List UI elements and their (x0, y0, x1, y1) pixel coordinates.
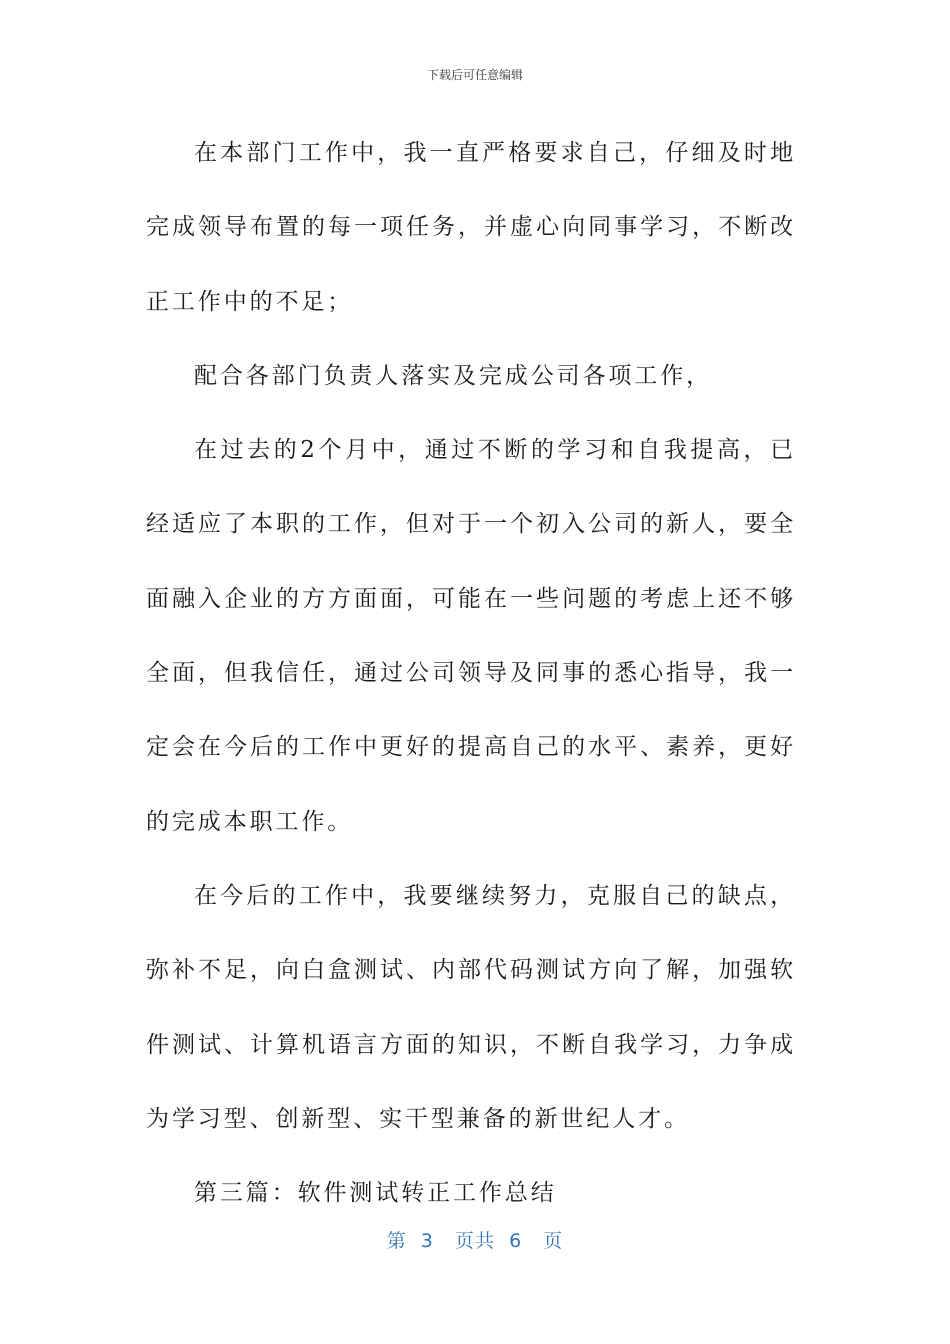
document-body (146, 116, 796, 1230)
paragraph-2: 配合各部门负责人落实及完成公司各项工作， (194, 362, 712, 389)
section-heading: 第三篇：软件测试转正工作总结 (194, 1180, 557, 1207)
paragraph-4: 在今后的工作中，我要继续努力，克服自己的缺点，弥补不足，向白盒测试、内部代码测试方向了解，加强软件测试、计算机语言方面的知识，不断自我学习，力争成为学习型、创新型、实干型兼备的新世纪人才。 (146, 882, 796, 1132)
paragraph-3: 在过去的2个月中，通过不断的学习和自我提高，已经适应了本职的工作，但对于一个初入公司的新人，要全面融入企业的方方面面，可能在一些问题的考虑上还不够全面，但我信任，通过公司领导及同事的悉心指导，我一定会在今后的工作中更好的提高自己的水平、素养，更好的完成本职工作。 (146, 437, 796, 835)
page-number-footer: 第 3 页共 6 页 (386, 1230, 564, 1252)
header-note: 下载后可任意编辑 (426, 68, 523, 82)
paragraph-1: 在本部门工作中，我一直严格要求自己，仔细及时地完成领导布置的每一项任务，并虚心向同事学习，不断改正工作中的不足； (146, 140, 796, 315)
